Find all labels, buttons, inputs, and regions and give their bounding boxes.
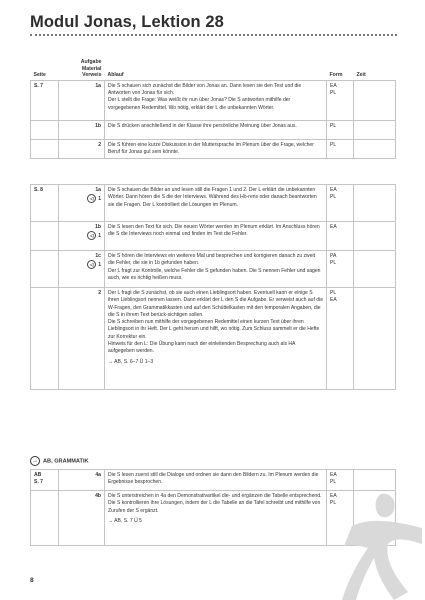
page-number: 8 bbox=[30, 577, 34, 584]
table-row: S. 8 1a ◁ 1 Die S schauen die Bilder an und lesen still die Fragen 1 und 2. Der L erklärt die unbekannten Wörter. Dann hören die S die der Interviews. Während des Hö-rens oder danach beantworten sie die Fragen. Der L kontrolliert die Lösungen im Plenum. EA PL bbox=[31, 185, 396, 222]
lesson-table-2 bbox=[30, 184, 396, 390]
col-zeit: Zeit bbox=[356, 72, 366, 79]
table-row: S. 7 1a Die S schauen sich zunächst die Bilder von Jonas an. Dann lesen sie den Test und die Antworten von Jonas für sich. Der L stellt die Frage: Was weißt ihr nun über Jonas? Die S antworten mithilfe der vorgegebenen Redemittel. Wo nötig, erklärt der L die unbekannten Wörter. EA PL bbox=[31, 80, 396, 120]
table-row: 2 Die S führen eine kurze Diskussion in der Muttersprache im Plenum über die Frage, welcher Beruf für Jonas gut sein könnte. PL bbox=[31, 139, 396, 159]
table-row: 1b Die S drücken anschließend in der Klasse ihre persönliche Meinung über Jonas aus. PL bbox=[31, 120, 396, 139]
workbook-reference: → AB, S. 7 Ü 5 bbox=[108, 517, 142, 524]
table-row: 2 Der L fragt die S zunächst, ob sie auch einen Lieblingsort haben. Eventuell kann er einige S ihren Lieblingsort nennen lassen. Dann erklärt der L den S die Aufgabe. Er verweist auch auf die W-Fragen, den Grammatikkasten und auf den Schüttelkasten mit den temporalen Angaben, die die S in ihrem Text berück-sichtigen sollen. Die S schreiben nun mithilfe der vorgegebenen Redemittel einen kurzen Text über ihren Lieblingsort in ihr Heft. Der L geht herum und hilft, wo nötig. Zum Schluss sammelt er die Hefte zur Korrektur ein. Hinweis für den L: Die Übung kann nach der einleitenden Besprechung auch als HA aufgegeben werden. → AB, S. 6–7 Ü 1–3 PL EA bbox=[31, 288, 396, 390]
page-title: Modul Jonas, Lektion 28 bbox=[30, 13, 224, 31]
audio-cd-icon: ◁ bbox=[87, 231, 96, 240]
arrow-right-icon: → bbox=[32, 458, 38, 464]
publisher-logo-figure bbox=[338, 488, 423, 600]
title-dotted-rule bbox=[30, 34, 397, 36]
table-row: 1b ◁ 1 Die S lesen den Text für sich. Die neuen Wörter werden im Plenum erklärt. Im Anschluss hören die S die Interviews noch einmal und finden im Text die Fehler. EA bbox=[31, 222, 396, 251]
section-heading: → AB, GRAMMATIK bbox=[32, 458, 89, 465]
col-ablauf: Ablauf bbox=[107, 72, 124, 79]
table-row: 1c ◁ 1 Die S hören die Interviews ein weiteres Mal und besprechen und korrigieren danach zu zweit die Fehler, die sie in 1b gefunden haben. Der L fragt zur Kontrolle, welche Fehler die S gefunden haben. Die S nennen Fehler und sagen auch, wie es richtig heißen muss. PA PL bbox=[31, 251, 396, 288]
table-row: AB S. 7 4a Die S lesen zuerst still die Dialoge und ordnen sie dann den Bildern zu. Im Plenum werden die Ergebnisse besprochen. EA PL bbox=[31, 470, 396, 491]
col-aufgabe: Aufgabe Material Verweis bbox=[80, 59, 102, 79]
table-header bbox=[31, 58, 396, 80]
audio-cd-icon: ◁ bbox=[87, 194, 96, 203]
lesson-table-1 bbox=[30, 58, 396, 159]
audio-cd-icon: ◁ bbox=[87, 260, 96, 269]
col-seite: Seite bbox=[33, 72, 46, 79]
table-row: 4b Die S unterstreichen in 4a den Demonstrativartikel die- und ergänzen die Tabelle entsprechend. Die S kontrollieren ihre Lösungen, indem der L die Tabelle an die Tafel schreibt und mithilfe von Zurufen der S ergänzt. → AB, S. 7 Ü 5 EA PL bbox=[31, 491, 396, 546]
col-form: Form bbox=[329, 72, 343, 79]
workbook-reference: → AB, S. 6–7 Ü 1–3 bbox=[108, 358, 154, 365]
